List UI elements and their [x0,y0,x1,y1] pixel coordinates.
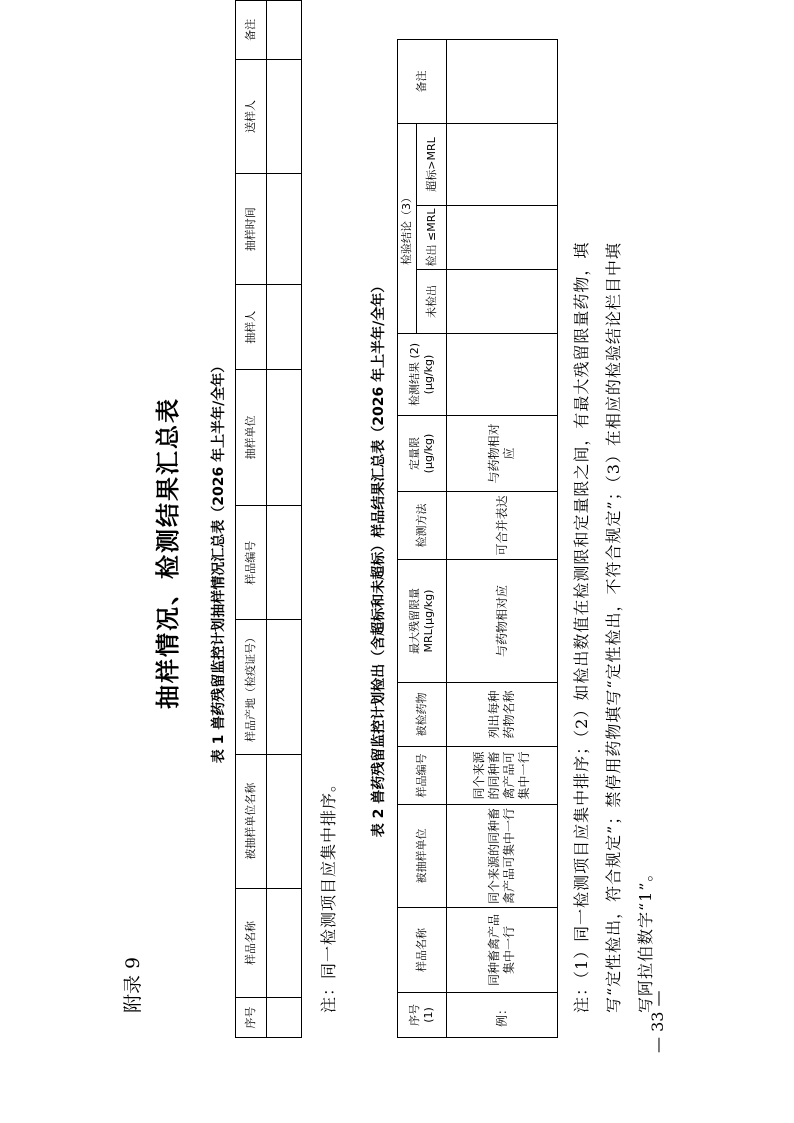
table1 [235,0,302,1038]
t1-header-origin: 样品产地（检疫证号） [236,620,267,754]
t2-header-mrl: 最大残留限量 MRL(μg/kg) [398,560,447,683]
t1-empty-row [267,1,302,1038]
t1-header-unit: 被抽样单位名称 [236,754,267,888]
table1-note: 注：同一检测项目应集中排序。 [319,774,338,1013]
t1-header-sender: 送样人 [236,59,267,173]
note-line-3: 写阿拉伯数字“1”。 [636,864,655,1013]
page-title: 抽样情况、检测结果汇总表 [153,397,182,709]
t2-header-seq: 序号 (1) [398,993,447,1038]
t2-example-code: 同个来源的同种畜禽产品可集中一行 [447,747,558,805]
t1-header-sampler: 抽样人 [236,285,267,370]
table1-caption: 表 1 兽药残留监控计划抽样情况汇总表（2026 年上半年/全年） [211,358,227,764]
t2-header-exceed-mrl: 超标>MRL [417,124,447,206]
t1-header-time: 抽样时间 [236,174,267,285]
table2-caption: 表 2 兽药残留监控计划检出（含超标和未超标）样品结果汇总表（2026 年上半年/全年） [371,278,387,838]
t2-example-unit: 同个来源的同种畜禽产品可集中一行 [447,805,558,908]
t2-header-not-detected: 未检出 [417,270,447,334]
t1-header-seq: 序号 [236,998,267,1038]
t2-example-name: 同种畜禽产品集中一行 [447,908,558,993]
t2-header-result: 检测结果 (2) (μg/kg) [398,334,447,416]
t1-header-name: 样品名称 [236,888,267,997]
table2 [397,39,558,1038]
table2-note [566,63,662,1013]
t1-header-code: 样品编号 [236,506,267,620]
t2-header-name: 样品名称 [398,908,447,993]
note-line-2: 写“定性检出，符合规定”；禁停用药物填写“定性检出，不符合规定”；（3）在相应的检验结论栏目中填 [604,242,623,1013]
t2-example-label: 例： [447,993,558,1038]
t1-header-sampling-unit: 抽样单位 [236,369,267,505]
note-line-1: 注：（1）同一检测项目应集中排序；（2）如检出数值在检测限和定量限之间，有最大残留限量药物，填 [572,241,591,1013]
t2-example-loq: 与药物相对应 [447,416,558,492]
t2-header-conclusion: 检验结论（3） [398,124,417,334]
t2-example-mrl: 与药物相对应 [447,560,558,683]
t2-header-unit: 被抽样单位 [398,805,447,908]
t2-header-loq: 定量限 (μg/kg) [398,416,447,492]
t1-header-remark: 备注 [236,1,267,60]
t2-example-method: 可合并表达 [447,492,558,560]
t2-example-row [447,40,558,1038]
t2-header-remark: 备注 [398,40,447,124]
appendix-label: 附录 9 [122,956,144,1013]
t2-header-detected-le-mrl: 检出 ≤MRL [417,206,447,270]
t2-header-drug: 被检药物 [398,683,447,747]
t2-header-code: 样品编号 [398,747,447,805]
t2-header-method: 检测方法 [398,492,447,560]
page-number: — 33 — [648,990,667,1053]
t2-example-drug: 列出每种药物名称 [447,683,558,747]
